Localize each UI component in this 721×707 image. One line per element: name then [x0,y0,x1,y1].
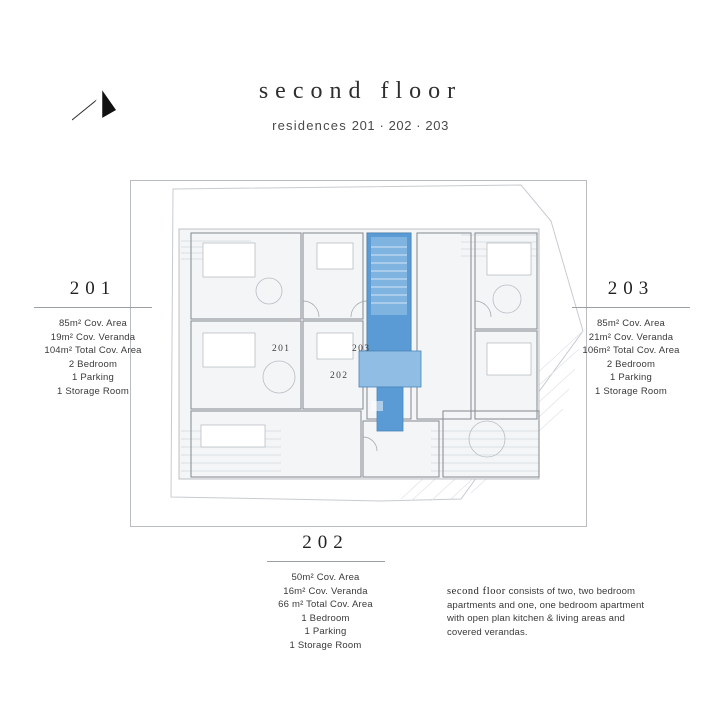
unit-202-title: 202 [302,532,349,553]
unit-203-line-3: 106m² Total Cov. Area [582,345,680,356]
unit-201-line-5: 1 Parking [72,372,114,383]
unit-202-line-3: 66 m² Total Cov. Area [278,599,373,610]
unit-201-line-3: 104m² Total Cov. Area [44,345,142,356]
unit-203-divider [572,307,690,308]
unit-201-title: 201 [69,278,117,299]
unit-202-line-1: 50m² Cov. Area [291,572,360,583]
unit-203-title: 203 [607,278,655,299]
subtitle-prefix: residences [272,118,347,133]
unit-202-line-2: 16m² Cov. Veranda [283,585,368,597]
unit-201-line-6: 1 Storage Room [57,385,129,397]
unit-201-divider [34,307,152,308]
unit-202-line-5: 1 Parking [304,626,347,637]
unit-203-line-5: 1 Parking [610,372,652,383]
unit-201-line-4: 2 Bedroom [68,358,118,370]
unit-203-line-1: 85m² Cov. Area [596,318,666,329]
unit-info-203 [556,278,706,398]
unit-info-202 [248,532,403,652]
plan-label-201: 201 [272,344,291,354]
plan-label-202: 202 [330,371,349,381]
unit-202-divider [267,561,385,562]
unit-202-line-6: 1 Storage Room [289,639,362,651]
unit-203-line-6: 1 Storage Room [595,385,667,397]
plan-label-203: 203 [352,344,371,354]
page-subtitle [0,118,721,133]
unit-201-line-2: 19m² Cov. Veranda [50,331,136,343]
unit-202-line-4: 1 Bedroom [301,612,350,624]
unit-201-line-1: 85m² Cov. Area [58,318,128,329]
unit-info-201 [18,278,168,398]
unit-203-line-4: 2 Bedroom [606,358,656,370]
page-title: second floor [258,78,463,104]
unit-203-line-2: 21m² Cov. Veranda [588,331,674,343]
floor-description-body: consists of two, two bedroom apartments and one, one bedroom apartment with open plan kitchen & living areas and covered verandas. [447,586,645,638]
floor-description [447,585,652,639]
floor-description-lead: second floor [447,586,506,597]
subtitle-residences: 201 · 202 · 203 [351,118,449,133]
